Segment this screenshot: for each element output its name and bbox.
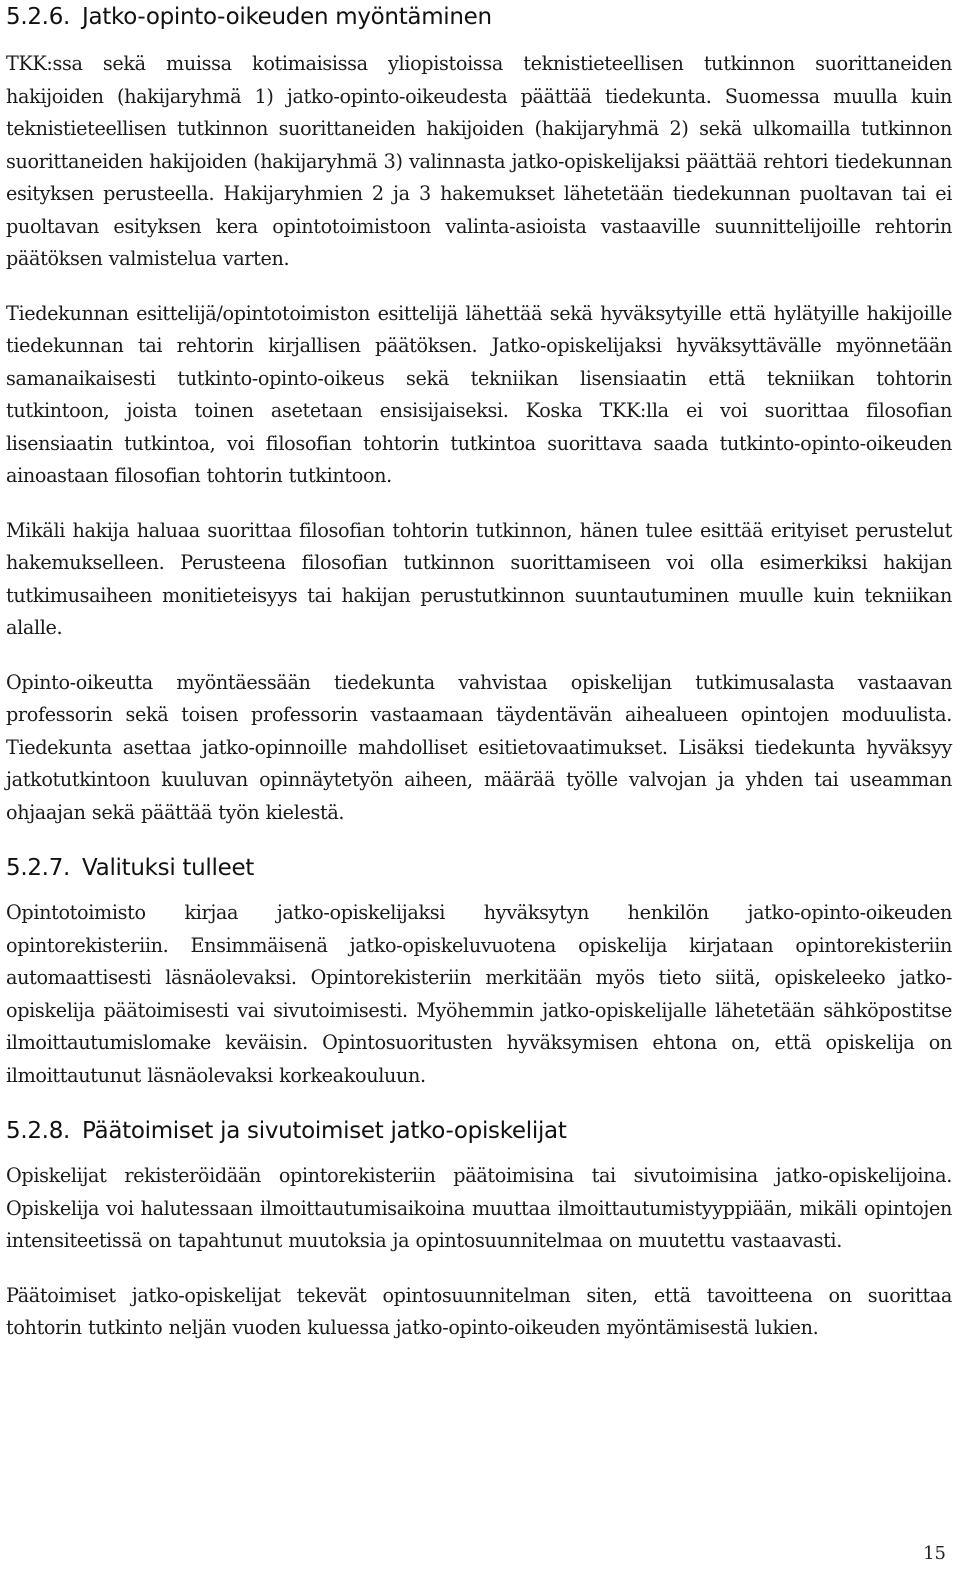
section-number: 5.2.8. (6, 1118, 71, 1144)
section-heading-5-2-7 (6, 855, 952, 881)
paragraph: Tiedekunnan esittelijä/opintotoimiston esittelijä lähettää sekä hyväksytyille että hylätyille hakijoille tiedekunnan tai rehtorin kirjallisen päätöksen. Jatko-opiskelijaksi hyväksyttävälle myönnetään samanaikaisesti tutkinto-opinto-oikeus sekä tekniikan lisensiaatin että tekniikan tohtorin tutkintoon, joista toinen asetetaan ensisijaiseksi. Koska TKK:lla ei voi suorittaa filosofian lisensiaatin tutkintoa, voi filosofian tohtorin tutkintoa suorittava saada tutkinto-opinto-oikeuden ainoastaan filosofian tohtorin tutkintoon. (6, 301, 952, 487)
section-number: 5.2.7. (6, 855, 71, 881)
section-title: Valituksi tulleet (82, 855, 255, 881)
paragraph: Opinto-oikeutta myöntäessään tiedekunta vahvistaa opiskelijan tutkimusalasta vastaavan professorin sekä toisen professorin vastaamaan täydentävän aihealueen opintojen moduulista. Tiedekunta asettaa jatko-opinnoille mahdolliset esitietovaatimukset. Lisäksi tiedekunta hyväksyy jatkotutkintoon kuuluvan opinnäytetyön aiheen, määrää työlle valvojan ja yhden tai useamman ohjaajan sekä päättää työn kielestä. (6, 670, 952, 824)
document-page (6, 0, 952, 1345)
paragraph: Opintotoimisto kirjaa jatko-opiskelijaksi hyväksytyn henkilön jatko-opinto-oikeuden opintorekisteriin. Ensimmäisenä jatko-opiskeluvuotena opiskelija kirjataan opintorekisteriin automaattisesti läsnäolevaksi. Opintorekisteriin merkitään myös tieto siitä, opiskeleeko jatko-opiskelija päätoimisesti vai sivutoimisesti. Myöhemmin jatko-opiskelijalle lähetetään sähköpostitse ilmoittautumislomake keväisin. Opintosuoritusten hyväksymisen ehtona on, että opiskelija on ilmoittautunut läsnäolevaksi korkeakouluun. (6, 901, 952, 1087)
paragraph: TKK:ssa sekä muissa kotimaisissa yliopistoissa teknistieteellisen tutkinnon suorittaneiden hakijoiden (hakijaryhmä 1) jatko-opinto-oikeudesta päättää tiedekunta. Suomessa muulla kuin teknistieteellisen tutkinnon suorittaneiden hakijoiden (hakijaryhmä 2) sekä ulkomailla tutkinnon suorittaneiden hakijoiden (hakijaryhmä 3) valinnasta jatko-opiskelijaksi päättää rehtori tiedekunnan esityksen perusteella. Hakijaryhmien 2 ja 3 hakemukset lähetetään tiedekunnan puoltavan tai ei puoltavan esityksen kera opintotoimistoon valinta-asioista vastaaville suunnittelijoille rehtorin päätöksen valmistelua varten. (6, 52, 952, 270)
section-title: Päätoimiset ja sivutoimiset jatko-opiskelijat (82, 1118, 567, 1144)
paragraph: Mikäli hakija haluaa suorittaa filosofian tohtorin tutkinnon, hänen tulee esittää erityiset perustelut hakemukselleen. Perusteena filosofian tutkinnon suorittamiseen voi olla esimerkiksi hakijan tutkimusaiheen monitieteisyys tai hakijan perustutkinnon suuntautuminen muulle kuin tekniikan alalle. (6, 518, 952, 639)
paragraph: Päätoimiset jatko-opiskelijat tekevät opintosuunnitelman siten, että tavoitteena on suorittaa tohtorin tutkinto neljän vuoden kuluessa jatko-opinto-oikeuden myöntämisestä lukien. (6, 1283, 952, 1339)
page-number: 15 (923, 1543, 946, 1564)
section-title: Jatko-opinto-oikeuden myöntäminen (82, 4, 492, 30)
section-heading-5-2-8 (6, 1118, 952, 1144)
section-heading-5-2-6 (6, 4, 952, 30)
paragraph: Opiskelijat rekisteröidään opintorekisteriin päätoimisina tai sivutoimisina jatko-opiskelijoina. Opiskelija voi halutessaan ilmoittautumisaikoina muuttaa ilmoittautumistyyppiään, mikäli opintojen intensiteetissä on tapahtunut muutoksia ja opintosuunnitelmaa on muutettu vastaavasti. (6, 1164, 952, 1252)
section-number: 5.2.6. (6, 4, 71, 30)
